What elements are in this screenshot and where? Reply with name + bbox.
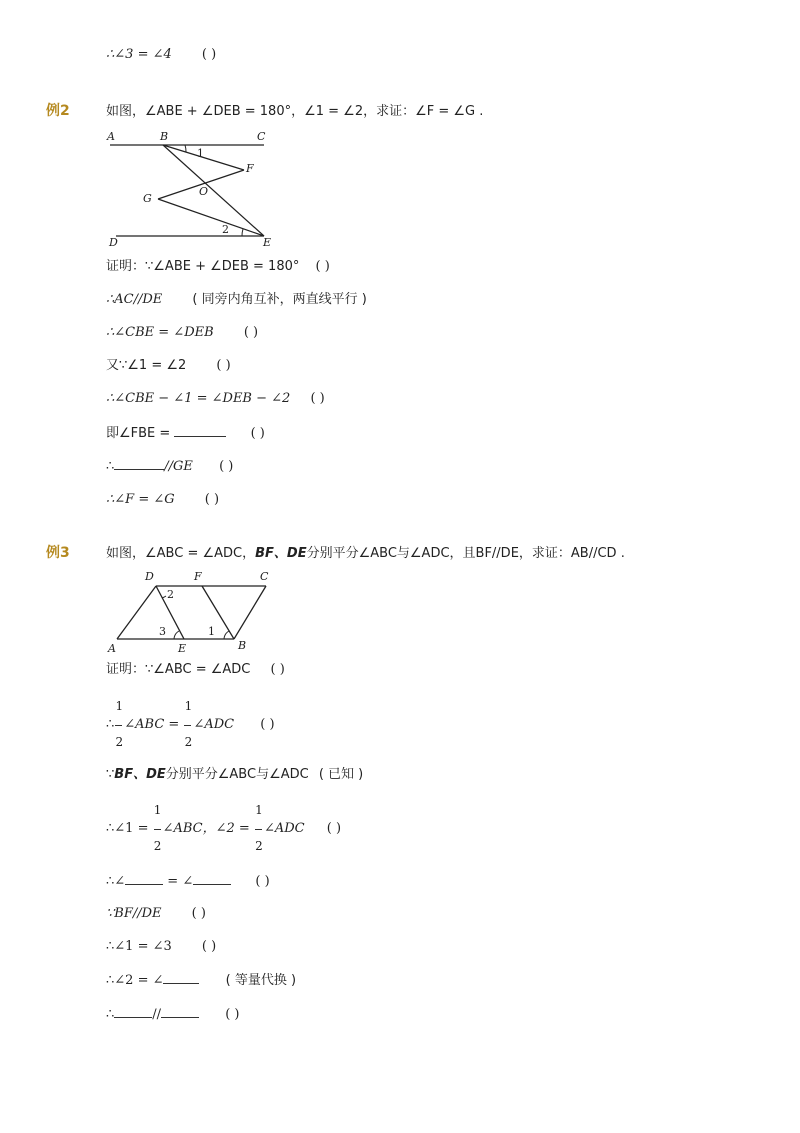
angle-arc-3 — [174, 631, 179, 639]
fraction-bar — [154, 829, 161, 830]
point-G: G — [143, 192, 152, 205]
reason-paren: ( ) — [315, 259, 330, 274]
problem-text: 如图，∠ABC = ∠ADC， — [106, 546, 256, 561]
proof-line — [106, 872, 270, 891]
proof-text: 分别平分∠ABC与∠ADC — [165, 767, 309, 782]
angle-label-1: 1 — [197, 147, 204, 160]
proof-line — [106, 46, 216, 64]
line-GE — [158, 199, 264, 236]
fraction-denominator: 2 — [184, 734, 193, 749]
reason-paren: ( 等量代换 ) — [225, 973, 297, 988]
proof-text: ∠ABC，∠2 = — [162, 821, 254, 836]
point-B: B — [160, 130, 169, 143]
fraction-denominator: 2 — [255, 838, 263, 853]
fraction-numerator: 1 — [153, 802, 162, 817]
proof-line — [106, 971, 296, 990]
figure-example3 — [100, 565, 280, 657]
example-label: 例2 — [46, 103, 70, 119]
answer-blank[interactable] — [174, 424, 226, 437]
proof-text: ∴ — [106, 1007, 115, 1022]
proof-text: ∴∠ — [106, 874, 126, 889]
proof-text: 证明：∵∠ABC = ∠ADC — [106, 662, 251, 677]
proof-text: 又∵∠1 = ∠2 — [106, 358, 187, 373]
proof-text: ∴AC//DE — [106, 292, 163, 307]
example-label: 例3 — [46, 545, 70, 561]
reason-paren: ( ) — [326, 821, 342, 836]
proof-text: ∴∠1 = ∠3 — [106, 939, 172, 954]
fraction-bar — [115, 725, 122, 726]
proof-line — [106, 1005, 239, 1024]
fraction-denominator: 2 — [153, 838, 162, 853]
point-E: E — [263, 236, 272, 249]
proof-text: ∴∠F = ∠G — [106, 492, 175, 507]
proof-line — [106, 324, 258, 342]
reason-paren: ( ) — [250, 426, 265, 441]
reason-paren: ( ) — [216, 358, 231, 373]
proof-text-bold: BF、DE — [114, 767, 166, 782]
answer-blank[interactable] — [161, 1005, 199, 1018]
point-A: A — [108, 642, 116, 655]
reason-paren: ( ) — [255, 874, 270, 889]
reason-paren: ( ) — [201, 47, 217, 62]
proof-text: ∴∠CBE − ∠1 = ∠DEB − ∠2 — [106, 391, 291, 406]
problem-statement — [106, 545, 625, 563]
fraction-numerator: 1 — [184, 698, 193, 713]
point-D: D — [109, 236, 118, 249]
reason-paren: ( 已知 ) — [318, 767, 364, 782]
line-BE — [163, 145, 264, 236]
proof-text: // — [152, 1007, 162, 1022]
point-F: F — [194, 570, 202, 583]
fraction-denominator: 2 — [115, 734, 124, 749]
proof-line — [106, 258, 330, 276]
reason-paren: ( ) — [204, 492, 220, 507]
proof-line — [106, 905, 206, 923]
point-C: C — [257, 130, 266, 143]
fraction-bar — [255, 829, 262, 830]
reason-paren: ( ) — [270, 662, 285, 677]
proof-line — [106, 698, 275, 749]
proof-text: 即∠FBE = — [106, 426, 175, 441]
angle-label-2: 2 — [167, 588, 174, 601]
proof-text: ∠ABC = — [124, 717, 184, 732]
line-AD — [117, 586, 156, 639]
proof-text: ∵ — [106, 767, 115, 782]
point-F: F — [246, 162, 254, 175]
reason-paren: ( ) — [260, 717, 275, 732]
fraction-numerator: 1 — [115, 698, 124, 713]
proof-line — [106, 802, 342, 853]
proof-text: ∴ — [106, 717, 115, 732]
angle-label-2: 2 — [222, 223, 229, 236]
proof-text: ∴∠1 = — [106, 821, 153, 836]
line-BC — [234, 586, 266, 639]
angle-label-3: 3 — [159, 625, 166, 638]
angle-label-1: 1 — [208, 625, 215, 638]
proof-text: //GE — [164, 459, 193, 474]
problem-statement: 如图，∠ABE + ∠DEB = 180°，∠1 = ∠2，求证：∠F = ∠G . — [106, 104, 484, 119]
proof-text: ∵BF//DE — [106, 906, 162, 921]
proof-text: ∴ — [106, 459, 115, 474]
fraction-bar — [184, 725, 191, 726]
problem-text: 分别平分∠ABC与∠ADC，且BF//DE，求证：AB//CD . — [306, 546, 625, 561]
figure-example2 — [100, 125, 290, 253]
point-B: B — [238, 639, 247, 652]
reason-paren: ( ) — [201, 939, 217, 954]
point-A: A — [107, 130, 115, 143]
proof-line — [106, 491, 219, 509]
reason-paren: ( ) — [225, 1007, 240, 1022]
proof-line — [106, 766, 363, 784]
angle-arc-2 — [162, 596, 166, 598]
answer-blank[interactable] — [114, 457, 164, 470]
proof-text: = ∠ — [163, 874, 194, 889]
proof-line — [106, 938, 216, 956]
answer-blank[interactable] — [193, 872, 231, 885]
reason-paren: ( ) — [191, 906, 206, 921]
line-FB — [202, 586, 234, 639]
reason-paren: ( ) — [310, 391, 325, 406]
angle-arc-2 — [242, 229, 243, 236]
angle-arc-1 — [224, 631, 229, 639]
problem-text-bold: BF、DE — [255, 546, 307, 561]
proof-line — [106, 357, 231, 375]
proof-text: ∴∠CBE = ∠DEB — [106, 325, 214, 340]
proof-text: ∴∠3 = ∠4 — [106, 47, 172, 62]
proof-text: 证明：∵∠ABE + ∠DEB = 180° — [106, 259, 300, 274]
proof-text: ∴∠2 = ∠ — [106, 973, 164, 988]
proof-line — [106, 424, 265, 443]
answer-blank[interactable] — [114, 1005, 152, 1018]
point-O: O — [199, 185, 209, 198]
point-C: C — [260, 570, 269, 583]
angle-arc-1 — [185, 145, 186, 152]
proof-text: ∠ADC — [193, 717, 235, 732]
reason-paren: ( ) — [243, 325, 259, 340]
point-D: D — [145, 570, 154, 583]
proof-line — [106, 457, 233, 476]
answer-blank[interactable] — [163, 971, 199, 984]
point-E: E — [178, 642, 187, 655]
proof-line — [106, 291, 367, 309]
proof-text: ∠ADC — [263, 821, 305, 836]
reason-paren: ( ) — [219, 459, 234, 474]
proof-line — [106, 661, 285, 679]
reason-paren: ( 同旁内角互补，两直线平行 ) — [192, 292, 367, 307]
proof-line — [106, 390, 325, 408]
fraction-numerator: 1 — [255, 802, 263, 817]
answer-blank[interactable] — [125, 872, 163, 885]
